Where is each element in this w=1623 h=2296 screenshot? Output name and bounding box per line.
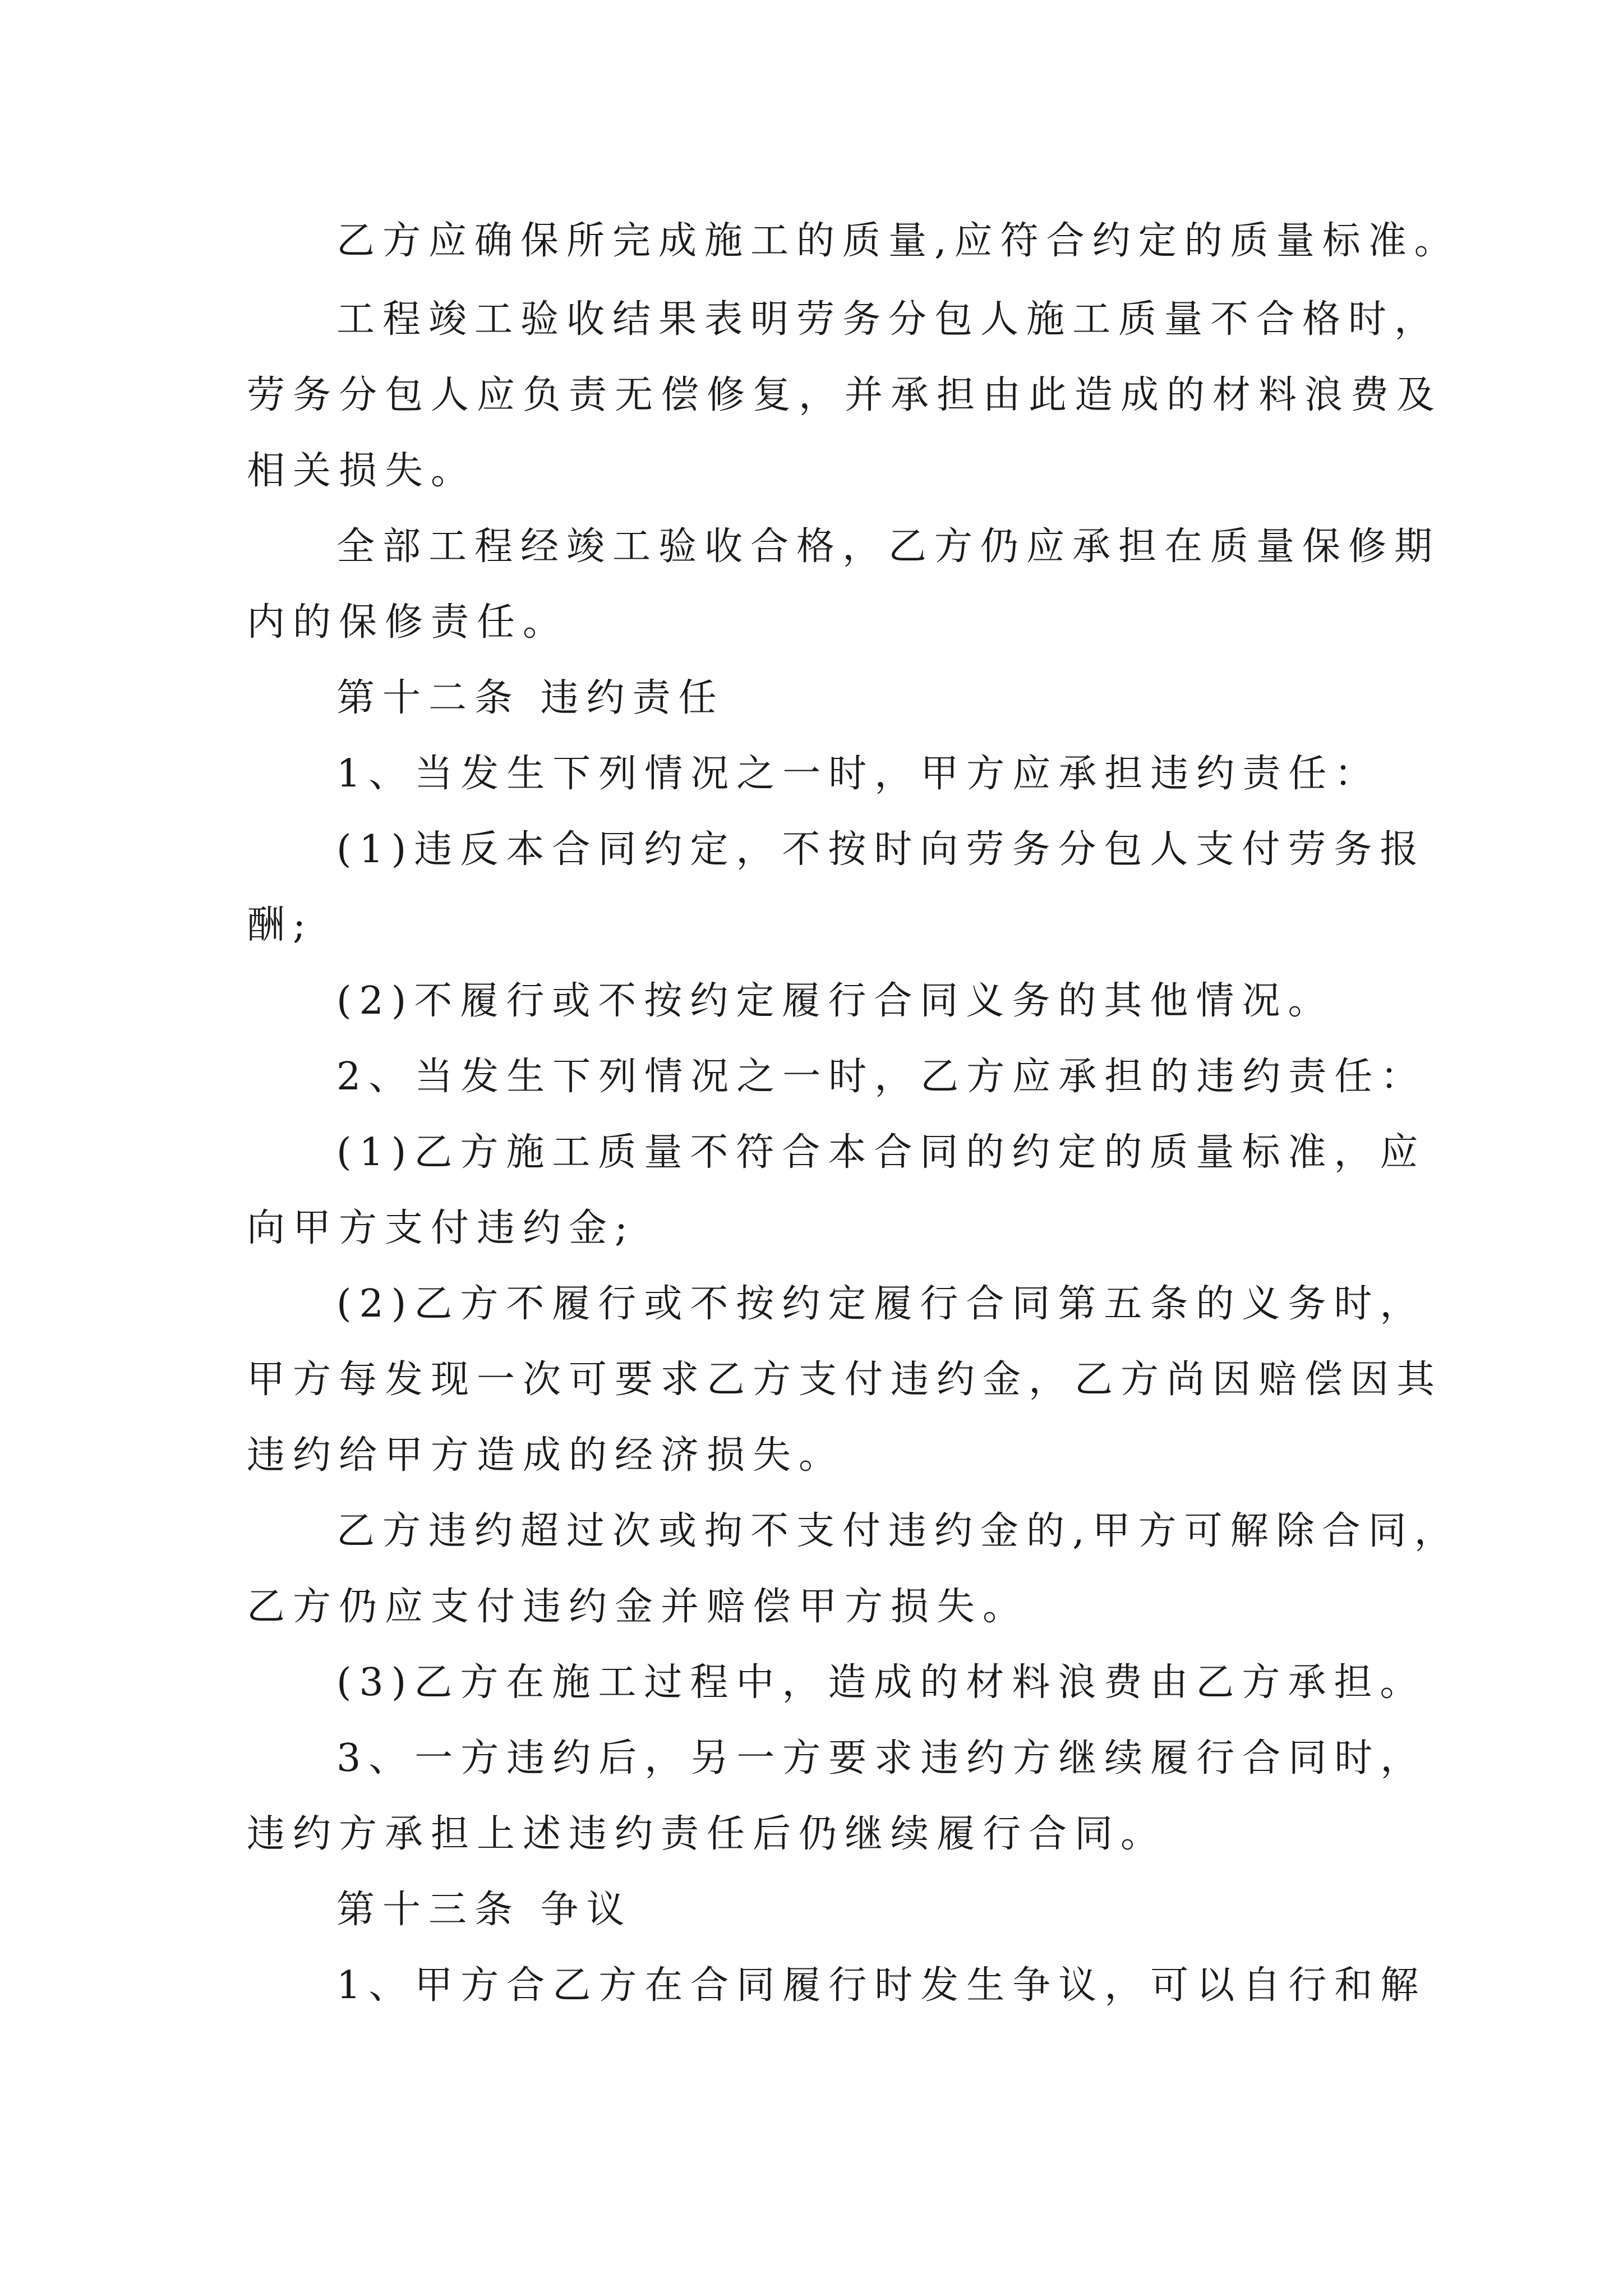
paragraph-line: (3)乙方在施工过程中，造成的材料浪费由乙方承担。: [336, 1660, 1426, 1705]
paragraph-line: 酬;: [247, 903, 313, 947]
paragraph-line: 向甲方支付违约金;: [247, 1206, 635, 1250]
paragraph-line: 内的保修责任。: [247, 600, 569, 645]
paragraph-line: (1)违反本合同约定，不按时向劳务分包人支付劳务报: [336, 827, 1426, 872]
paragraph-line: 乙方应确保所完成施工的质量,应符合约定的质量标准。: [336, 219, 1460, 263]
paragraph-line: (2)乙方不履行或不按约定履行合同第五条的义务时，: [336, 1282, 1426, 1326]
paragraph-line: (2)不履行或不按约定履行合同义务的其他情况。: [336, 979, 1334, 1023]
paragraph-line: 乙方违约超过次或拘不支付违约金的,甲方可解除合同，: [336, 1509, 1460, 1553]
paragraph-line: 乙方仍应支付违约金并赔偿甲方损失。: [247, 1585, 1029, 1629]
paragraph-line: 甲方每发现一次可要求乙方支付违约金，乙方尚因赔偿因其: [247, 1358, 1443, 1402]
paragraph-line: 违约给甲方造成的经济损失。: [247, 1433, 845, 1478]
paragraph-line: (1)乙方施工质量不符合本合同的约定的质量标准，应: [336, 1130, 1426, 1175]
paragraph-line: 全部工程经竣工验收合格，乙方仍应承担在质量保修期: [336, 524, 1441, 569]
paragraph-line: 相关损失。: [247, 449, 477, 493]
paragraph-line: 1、甲方合乙方在合同履行时发生争议，可以自行和解: [336, 1963, 1427, 2008]
paragraph-line: 工程竣工验收结果表明劳务分包人施工质量不合格时，: [336, 297, 1441, 342]
paragraph-line: 劳务分包人应负责无偿修复，并承担由此造成的材料浪费及: [247, 373, 1443, 417]
paragraph-line: 1、当发生下列情况之一时，甲方应承担违约责任：: [336, 752, 1381, 796]
paragraph-line: 2、当发生下列情况之一时，乙方应承担的违约责任：: [336, 1055, 1427, 1099]
section-heading: 第十二条 违约责任: [336, 676, 725, 720]
paragraph-line: 3、一方违约后，另一方要求违约方继续履行合同时，: [336, 1736, 1427, 1780]
section-heading: 第十三条 争议: [336, 1888, 633, 1932]
paragraph-line: 违约方承担上述违约责任后仍继续履行合同。: [247, 1812, 1167, 1856]
